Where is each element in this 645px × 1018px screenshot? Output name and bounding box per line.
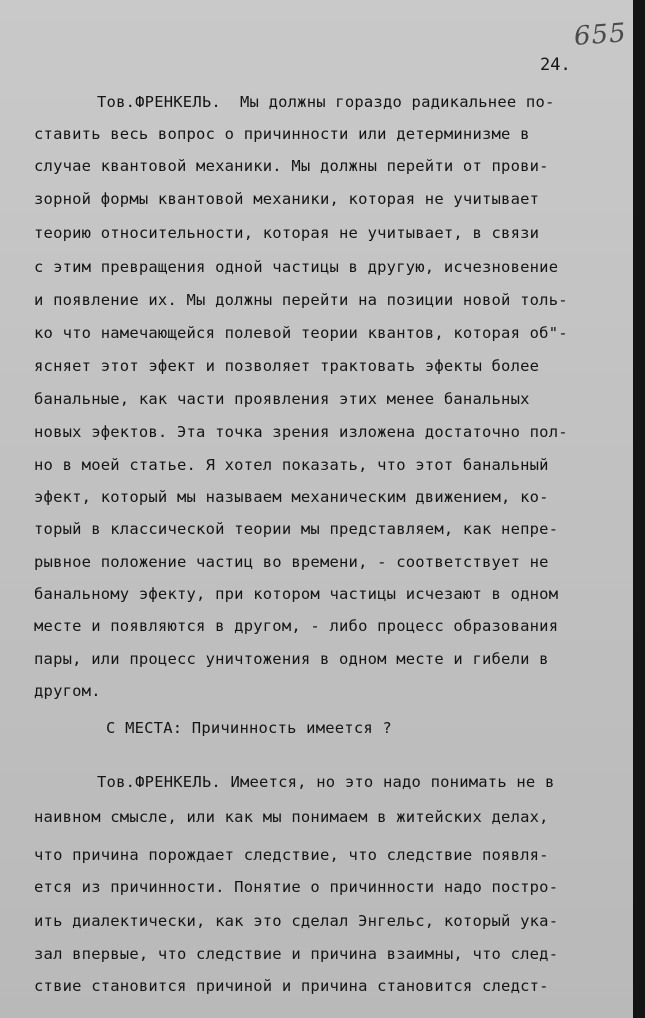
scan-border <box>633 0 645 1018</box>
text-line: ется из причинности. Понятие о причинности надо постро- <box>34 878 559 896</box>
text-line: что причина порождает следствие, что следствие появля- <box>34 846 549 864</box>
text-line: Тов.ФРЕНКЕЛЬ. Мы должны гораздо радикальнее по- <box>97 93 555 111</box>
text-line: ить диалектически, как это сделал Энгельс, который ука- <box>34 912 559 930</box>
text-line: ставить весь вопрос о причинности или детерминизме в <box>34 125 530 143</box>
page-number: 24. <box>540 55 571 75</box>
text-line: ко что намечающейся полевой теории квантов, которая об"- <box>34 324 568 342</box>
text-line: эфект, который мы называем механическим движением, ко- <box>34 488 549 506</box>
text-line: и появление их. Мы должны перейти на позиции новой толь- <box>34 291 568 309</box>
text-line: ясняет этот эфект и позволяет трактовать эфекты более <box>34 357 540 375</box>
text-line: Тов.ФРЕНКЕЛЬ. Имеется, но это надо понимать не в <box>97 773 555 791</box>
text-line: банальному эфекту, при котором частицы исчезают в одном <box>34 585 559 603</box>
text-line: с этим превращения одной частицы в другую, исчезновение <box>34 258 559 276</box>
interjection-line: С МЕСТА: Причинность имеется ? <box>106 719 392 737</box>
text-line: торый в классической теории мы представляем, как непре- <box>34 520 559 538</box>
text-line: ствие становится причиной и причина становится следст- <box>34 977 549 995</box>
handwritten-archive-number: 655 <box>573 18 628 52</box>
text-line: новых эфектов. Эта точка зрения изложена достаточно пол- <box>34 423 568 441</box>
text-line: банальные, как части проявления этих менее банальных <box>34 390 530 408</box>
text-line: зорной формы квантовой механики, которая не учитывает <box>34 190 540 208</box>
text-line: но в моей статье. Я хотел показать, что этот банальный <box>34 456 549 474</box>
text-line: месте и появляются в другом, - либо процесс образования <box>34 617 559 635</box>
text-line: зал впервые, что следствие и причина взаимны, что след- <box>34 945 559 963</box>
text-line: рывное положение частиц во времени, - соответствует не <box>34 553 549 571</box>
text-line: другом. <box>34 682 101 700</box>
text-line: случае квантовой механики. Мы должны перейти от прови- <box>34 157 549 175</box>
text-line: пары, или процесс уничтожения в одном месте и гибели в <box>34 650 549 668</box>
text-line: наивном смысле, или как мы понимаем в житейских делах, <box>34 808 549 826</box>
text-line: теорию относительности, которая не учитывает, в связи <box>34 224 540 242</box>
